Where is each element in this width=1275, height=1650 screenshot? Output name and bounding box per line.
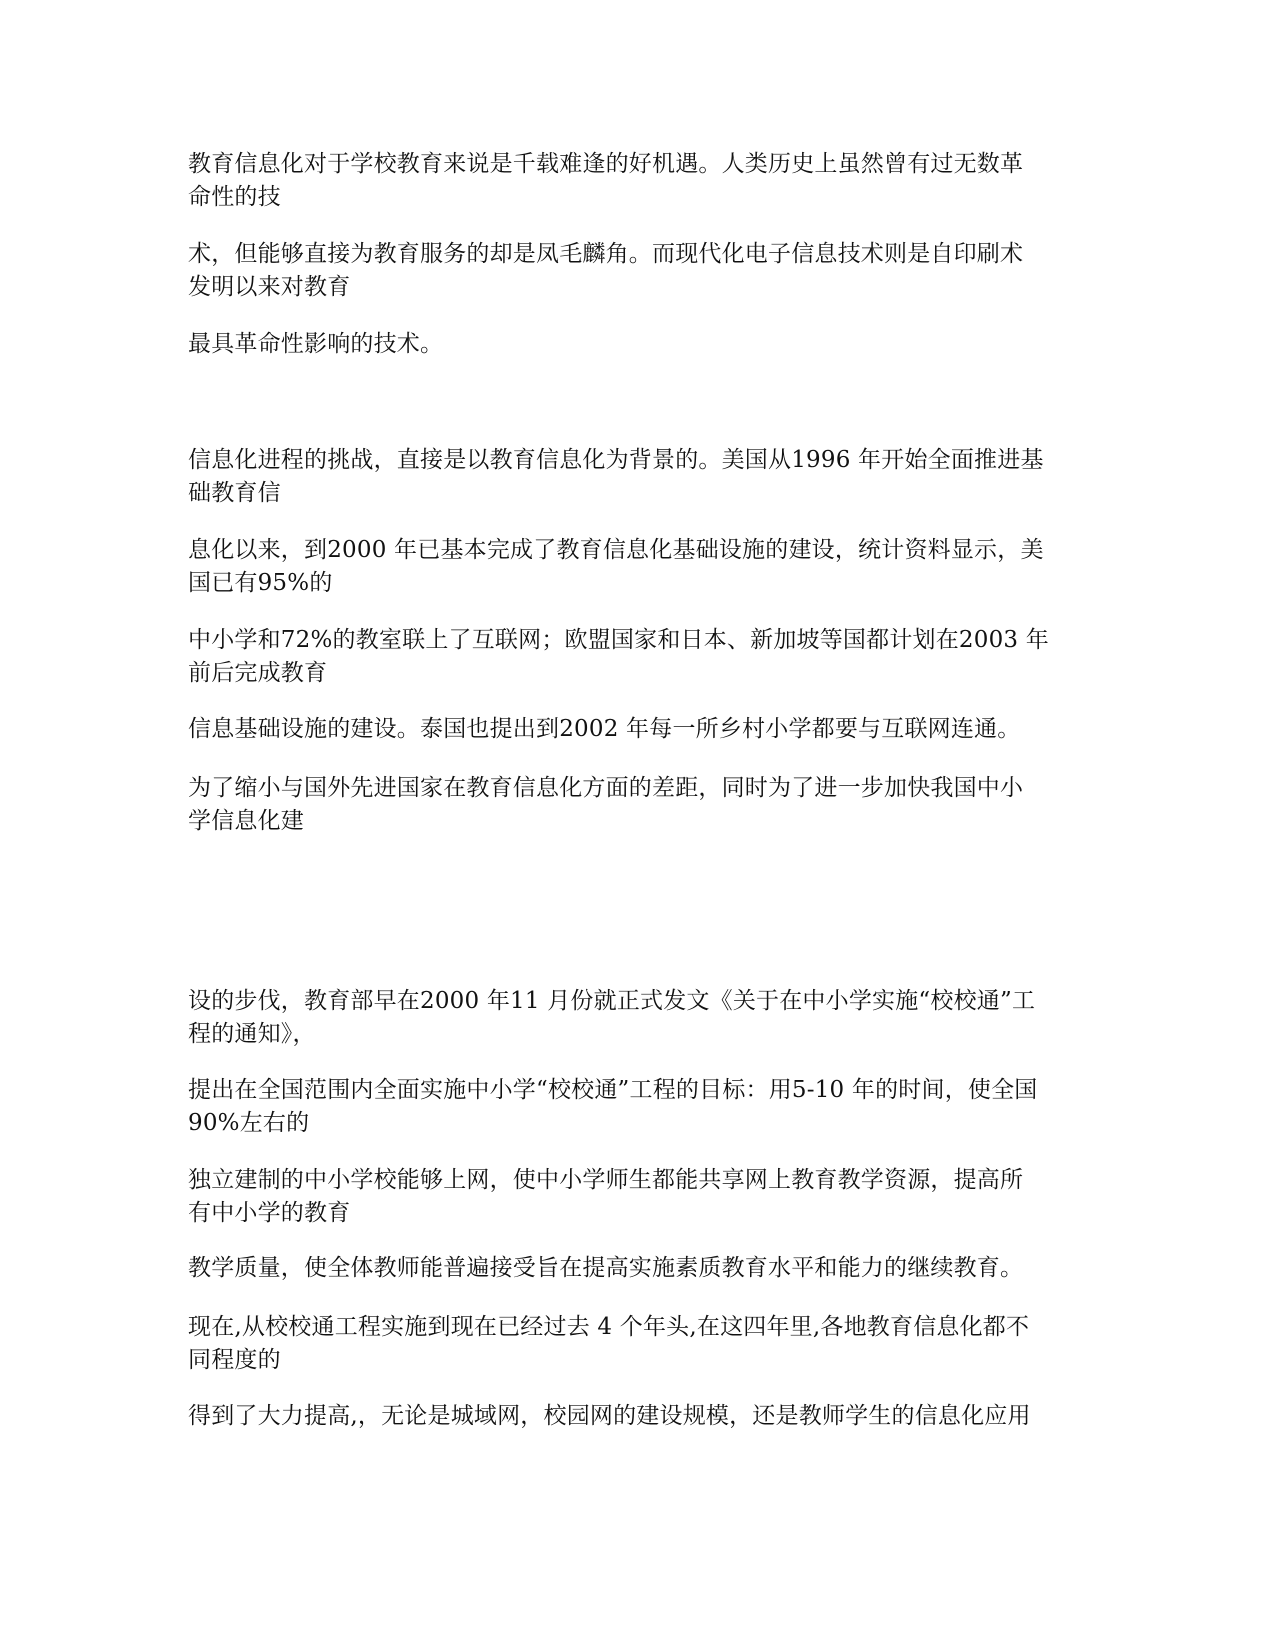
text-line: 信息化进程的挑战，直接是以教育信息化为背景的。美国从1996 年开始全面推进基 <box>188 447 1044 473</box>
text-line: 息化以来，到2000 年已基本完成了教育信息化基础设施的建设，统计资料显示，美 <box>188 537 1044 563</box>
text-line: 设的步伐，教育部早在2000 年11 月份就正式发文《关于在中小学实施“校校通”工 <box>188 988 1036 1014</box>
paragraph <box>188 534 1088 600</box>
text-line: 为了缩小与国外先进国家在教育信息化方面的差距，同时为了进一步加快我国中小 <box>188 775 1024 801</box>
text-line: 现在,从校校通工程实施到现在已经过去 4 个年头,在这四年里,各地教育信息化都不 <box>188 1314 1030 1340</box>
text-line: 前后完成教育 <box>188 660 328 686</box>
text-line: 教育信息化对于学校教育来说是千载难逢的好机遇。人类历史上虽然曾有过无数革 <box>188 151 1024 177</box>
text-line: 发明以来对教育 <box>188 274 351 300</box>
paragraph <box>188 238 1088 304</box>
text-line: 程的通知》， <box>188 1021 316 1047</box>
text-line: 最具革命性影响的技术。 <box>188 331 444 357</box>
paragraph <box>188 1252 1088 1285</box>
paragraph <box>188 624 1088 690</box>
text-line: 中小学和72%的教室联上了互联网；欧盟国家和日本、新加坡等国都计划在2003 年 <box>188 627 1049 653</box>
text-line: 提出在全国范围内全面实施中小学“校校通”工程的目标：用5-10 年的时间，使全国 <box>188 1077 1038 1103</box>
paragraph <box>188 713 1088 746</box>
paragraph <box>188 1164 1088 1230</box>
paragraph <box>188 772 1088 838</box>
text-line: 得到了大力提高,，无论是城域网，校园网的建设规模，还是教师学生的信息化应用 <box>188 1403 1031 1429</box>
text-line: 术，但能够直接为教育服务的却是凤毛麟角。而现代化电子信息技术则是自印刷术 <box>188 241 1024 267</box>
text-line: 教学质量，使全体教师能普遍接受旨在提高实施素质教育水平和能力的继续教育。 <box>188 1255 1024 1281</box>
paragraph <box>188 1074 1088 1140</box>
text-line: 有中小学的教育 <box>188 1200 351 1226</box>
text-line: 学信息化建 <box>188 808 304 834</box>
paragraph <box>188 148 1088 214</box>
paragraph <box>188 328 1088 361</box>
text-line: 命性的技 <box>188 184 281 210</box>
text-line: 国已有95%的 <box>188 570 333 596</box>
text-line: 信息基础设施的建设。泰国也提出到2002 年每一所乡村小学都要与互联网连通。 <box>188 716 1021 742</box>
paragraph <box>188 1400 1088 1433</box>
paragraph <box>188 444 1088 510</box>
text-line: 90%左右的 <box>188 1110 310 1136</box>
text-line: 础教育信 <box>188 480 281 506</box>
paragraph <box>188 1311 1088 1377</box>
text-line: 同程度的 <box>188 1347 281 1373</box>
text-line: 独立建制的中小学校能够上网，使中小学师生都能共享网上教育教学资源，提高所 <box>188 1167 1024 1193</box>
paragraph <box>188 985 1088 1051</box>
